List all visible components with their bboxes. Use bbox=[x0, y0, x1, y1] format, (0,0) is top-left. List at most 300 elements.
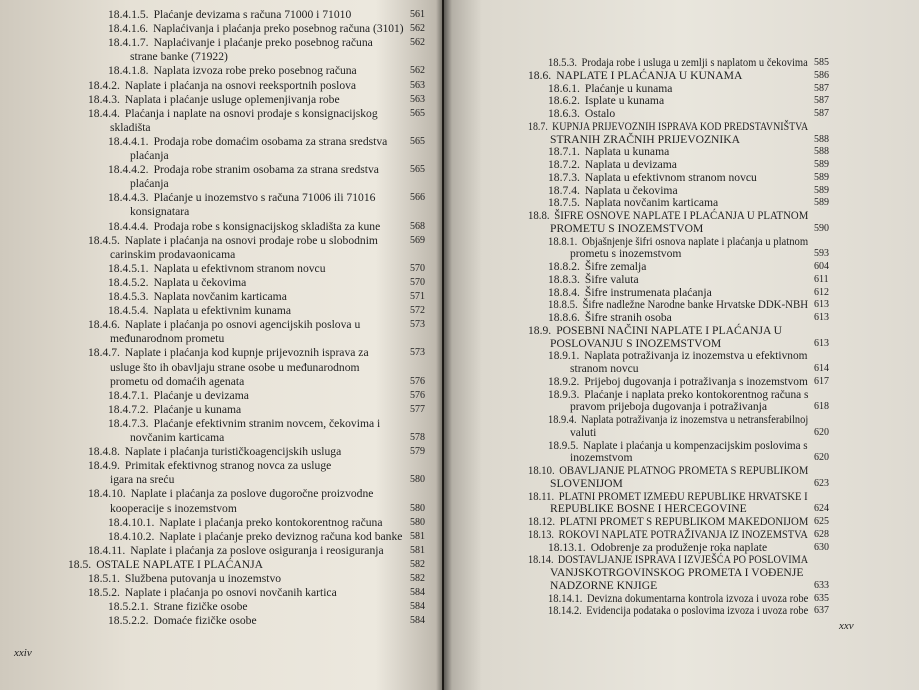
toc-entry-title: Naplate i plaćanje preko deviznog računa kod banke bbox=[159, 529, 403, 543]
toc-page-number: 611 bbox=[814, 273, 829, 285]
toc-entry-title: plaćanja bbox=[130, 177, 169, 191]
toc-page-number: 635 bbox=[814, 592, 829, 604]
left-page bbox=[0, 0, 442, 690]
toc-entry-number: 18.9.3. bbox=[548, 387, 580, 401]
toc-entry-title: Naplata potraživanja iz inozemstva u netransferabilnoj bbox=[581, 413, 809, 426]
toc-page-number: 577 bbox=[410, 403, 425, 415]
toc-entry-title: Šifre instrumenata plaćanja bbox=[584, 285, 712, 299]
toc-entry bbox=[108, 304, 291, 317]
toc-entry-title: Naplate i plaćanja po osnovi novčanih kartica bbox=[124, 586, 337, 600]
toc-entry bbox=[548, 349, 808, 362]
toc-entry bbox=[548, 184, 678, 197]
toc-entry bbox=[108, 36, 373, 49]
toc-entry-title: pravom prijeboja dugovanja i potraživanja bbox=[570, 400, 768, 414]
toc-entry-number: 18.4.5.4. bbox=[108, 304, 149, 318]
toc-entry-number: 18.13. bbox=[528, 527, 555, 541]
toc-entry bbox=[108, 403, 241, 416]
toc-entry bbox=[548, 298, 808, 311]
toc-page-number: 589 bbox=[814, 184, 829, 196]
toc-entry bbox=[548, 388, 808, 401]
toc-entry bbox=[528, 324, 782, 337]
toc-entry-title: Primitak efektivnog stranog novca za usluge bbox=[124, 459, 332, 473]
toc-entry bbox=[108, 8, 351, 21]
toc-entry-title: Naplate i plaćanja na osnovi prodaje robe u slobodnim bbox=[124, 233, 378, 247]
toc-entry-number: 18.4.1.6. bbox=[108, 22, 149, 36]
toc-entry-number: 18.7.2. bbox=[548, 158, 580, 171]
toc-entry bbox=[110, 361, 360, 374]
toc-entry bbox=[108, 163, 379, 176]
toc-entry-number: 18.8.1. bbox=[548, 234, 578, 248]
toc-entry-number: 18.4.4.1. bbox=[108, 134, 149, 148]
toc-entry-number: 18.4.4.2. bbox=[108, 163, 149, 177]
toc-entry-title: Naplata u čekovima bbox=[153, 275, 247, 289]
toc-entry bbox=[108, 262, 326, 275]
toc-page-number: 580 bbox=[410, 474, 425, 486]
toc-page-number: 563 bbox=[410, 79, 425, 91]
toc-entry bbox=[110, 473, 174, 486]
toc-entry-number: 18.6.3. bbox=[548, 107, 580, 120]
toc-entry-number: 18.4.4. bbox=[88, 106, 120, 120]
toc-entry-title: Naplate i plaćanja za poslove osiguranja i reosiguranja bbox=[130, 543, 384, 557]
toc-entry-title: NADZORNE KNJIGE bbox=[550, 578, 658, 592]
toc-entry-number: 18.4.7.2. bbox=[108, 402, 149, 416]
toc-entry bbox=[548, 413, 808, 426]
toc-entry-number: 18.9.5. bbox=[548, 438, 579, 452]
toc-entry bbox=[550, 477, 623, 490]
toc-entry-title: međunarodnom prometu bbox=[110, 332, 225, 346]
toc-page-number: 588 bbox=[814, 146, 829, 158]
toc-entry bbox=[108, 614, 257, 627]
toc-entry bbox=[548, 541, 767, 554]
toc-entry bbox=[88, 459, 331, 472]
toc-entry-title: Naplaćivanja i plaćanja preko posebnog računa (3101) bbox=[153, 22, 404, 36]
toc-entry bbox=[108, 135, 387, 148]
toc-entry bbox=[570, 451, 632, 464]
toc-page-number: 584 bbox=[410, 615, 425, 627]
toc-entry-title: usluge što ih obavljaju strane osobe u međunarodnom bbox=[110, 360, 360, 374]
toc-page-number: 572 bbox=[410, 305, 425, 317]
toc-entry-title: carinskim prodavaonicama bbox=[110, 247, 236, 261]
toc-page-number: 570 bbox=[410, 262, 425, 274]
toc-entry bbox=[88, 346, 369, 359]
toc-entry-title: Devizna dokumentarna kontrola izvoza i uvoza robe bbox=[586, 591, 809, 605]
toc-page-number: 620 bbox=[814, 426, 829, 438]
toc-page-number: 586 bbox=[814, 69, 829, 81]
toc-entry bbox=[548, 260, 646, 273]
toc-entry-number: 18.4.9. bbox=[88, 459, 120, 473]
toc-entry-number: 18.6. bbox=[528, 68, 552, 82]
toc-entry bbox=[550, 566, 803, 579]
toc-entry-title: POSLOVANJU S INOZEMSTVOM bbox=[550, 336, 722, 350]
toc-page-number: 589 bbox=[814, 171, 829, 183]
toc-entry-number: 18.4.4.4. bbox=[108, 219, 149, 233]
toc-entry bbox=[528, 120, 808, 133]
toc-entry-number: 18.4.5. bbox=[88, 233, 120, 247]
toc-page-number: 562 bbox=[410, 23, 425, 35]
toc-entry-number: 18.4.1.5. bbox=[108, 8, 149, 21]
toc-entry bbox=[108, 22, 404, 35]
toc-page-number: 578 bbox=[410, 432, 425, 443]
toc-entry-title: Naplata u kunama bbox=[584, 145, 670, 159]
toc-entry-number: 18.7.3. bbox=[548, 170, 580, 184]
toc-page-number: 587 bbox=[814, 95, 829, 107]
toc-entry-number: 18.5.2.2. bbox=[108, 614, 149, 628]
toc-page-number: 618 bbox=[814, 401, 829, 413]
toc-entry-number: 18.5.1. bbox=[88, 572, 120, 585]
toc-page-number: 612 bbox=[814, 286, 829, 298]
toc-entry-title: valuti bbox=[570, 425, 597, 439]
toc-page-number: 633 bbox=[814, 579, 829, 591]
toc-entry-number: 18.4.6. bbox=[88, 318, 120, 332]
toc-entry bbox=[130, 431, 224, 444]
toc-entry bbox=[108, 220, 380, 233]
toc-entry bbox=[88, 572, 281, 585]
toc-entry bbox=[528, 490, 808, 503]
toc-page-number: 580 bbox=[410, 502, 425, 514]
toc-entry-number: 18.8. bbox=[528, 209, 550, 222]
toc-page-number: 589 bbox=[814, 159, 829, 170]
toc-entry-number: 18.4.7.3. bbox=[108, 416, 149, 430]
toc-entry bbox=[550, 502, 747, 515]
toc-entry bbox=[110, 502, 237, 515]
toc-page-number: 579 bbox=[410, 446, 425, 458]
toc-page-number: 573 bbox=[410, 347, 425, 359]
toc-entry bbox=[88, 586, 337, 599]
toc-page-number: 565 bbox=[410, 135, 425, 147]
toc-entry-title: Šifre stranih osoba bbox=[584, 311, 672, 324]
toc-entry-number: 18.4.11. bbox=[88, 543, 126, 557]
toc-page-number: 569 bbox=[410, 234, 425, 246]
toc-entry bbox=[108, 417, 380, 430]
toc-entry-number: 18.5. bbox=[68, 557, 92, 571]
toc-entry-title: Ostalo bbox=[584, 107, 616, 120]
toc-entry bbox=[88, 93, 340, 106]
toc-entry-number: 18.7.1. bbox=[548, 145, 580, 159]
toc-page-number: 624 bbox=[814, 503, 829, 515]
toc-entry-number: 18.4.10. bbox=[88, 487, 126, 501]
toc-entry-number: 18.4.1.8. bbox=[108, 64, 149, 78]
toc-page-number: 587 bbox=[814, 108, 829, 119]
toc-page-number: 581 bbox=[410, 530, 425, 542]
toc-entry-number: 18.14.1. bbox=[548, 591, 583, 605]
toc-entry-title: Naplate i plaćanja na osnovi reeksportnih poslova bbox=[124, 78, 357, 92]
toc-entry bbox=[88, 234, 378, 247]
toc-entry bbox=[548, 375, 808, 388]
toc-entry-title: Šifre zemalja bbox=[584, 260, 647, 273]
toc-entry bbox=[88, 544, 384, 557]
toc-entry bbox=[88, 107, 378, 120]
toc-entry-title: PROMETU S INOZEMSTVOM bbox=[550, 221, 704, 235]
toc-page-number: 582 bbox=[410, 573, 425, 584]
toc-entry-title: Prijeboj dugovanja i potraživanja s inozemstvom bbox=[584, 374, 808, 388]
toc-entry-number: 18.11. bbox=[528, 489, 555, 503]
toc-entry-title: Plaćanje efektivnim stranim novcem, čekovima i bbox=[153, 416, 381, 430]
toc-entry-title: Plaćanje u kunama bbox=[584, 81, 673, 95]
toc-page-number: 581 bbox=[410, 544, 425, 556]
toc-entry-number: 18.4.8. bbox=[88, 445, 120, 459]
toc-entry-title: igara na sreću bbox=[110, 473, 175, 487]
toc-entry-title: Objašnjenje šifri osnova naplate i plaćanja u platnom bbox=[581, 234, 809, 248]
toc-entry-title: NAPLATE I PLAĆANJA U KUNAMA bbox=[556, 68, 743, 82]
toc-entry-number: 18.4.4.3. bbox=[108, 191, 149, 205]
toc-entry-title: Strane fizičke osobe bbox=[153, 600, 248, 614]
toc-entry-number: 18.9.4. bbox=[548, 413, 577, 426]
toc-entry bbox=[108, 530, 402, 543]
toc-entry bbox=[88, 79, 356, 92]
toc-entry bbox=[548, 286, 712, 299]
toc-entry bbox=[570, 362, 639, 375]
toc-entry-number: 18.12. bbox=[528, 515, 556, 528]
toc-entry-title: Plaćanje u devizama bbox=[153, 388, 249, 402]
toc-entry-number: 18.5.3. bbox=[548, 56, 577, 69]
toc-entry-title: prometu s inozemstvom bbox=[570, 247, 682, 261]
toc-entry-number: 18.4.1.7. bbox=[108, 36, 149, 50]
toc-entry-number: 18.4.5.1. bbox=[108, 261, 149, 275]
toc-entry bbox=[108, 64, 357, 77]
toc-entry-title: Naplate i plaćanja po osnovi agencijskih poslova u bbox=[124, 318, 361, 332]
toc-page-number: 625 bbox=[814, 516, 829, 527]
toc-entry bbox=[548, 145, 669, 158]
toc-entry-title: Naplata u efektivnom stranom novcu bbox=[584, 170, 757, 184]
toc-entry-number: 18.4.3. bbox=[88, 92, 120, 106]
toc-entry bbox=[570, 426, 596, 439]
toc-entry-title: Plaćanja i naplate na osnovi prodaje s konsignacijskog bbox=[124, 106, 378, 120]
toc-entry-title: Prodaja robe s konsignacijskog skladišta za kune bbox=[153, 219, 381, 233]
toc-entry-title: Plaćanje devizama s računa 71000 i 71010 bbox=[153, 8, 352, 21]
toc-entry-number: 18.9.1. bbox=[548, 349, 580, 363]
toc-entry-title: Šifre valuta bbox=[584, 272, 639, 286]
toc-entry bbox=[68, 558, 263, 571]
toc-page-number: 570 bbox=[410, 276, 425, 288]
toc-entry bbox=[548, 82, 672, 95]
toc-page-number: 588 bbox=[814, 133, 829, 145]
toc-entry-number: 18.4.7.1. bbox=[108, 388, 149, 402]
toc-page-number: 637 bbox=[814, 605, 829, 617]
toc-entry bbox=[550, 579, 657, 592]
toc-page-number: 562 bbox=[410, 37, 425, 49]
book-gutter bbox=[436, 0, 452, 690]
toc-entry-title: Naplate i plaćanja kod kupnje prijevoznih isprava za bbox=[124, 346, 369, 360]
toc-page-number: 620 bbox=[814, 452, 829, 464]
toc-entry bbox=[108, 600, 248, 613]
toc-entry-number: 18.8.5. bbox=[548, 298, 578, 312]
toc-entry bbox=[110, 248, 235, 261]
toc-entry bbox=[548, 604, 808, 617]
toc-entry-title: skladišta bbox=[110, 120, 151, 134]
toc-entry-number: 18.5.2.1. bbox=[108, 600, 149, 614]
toc-entry bbox=[130, 177, 169, 190]
toc-entry-number: 18.14.2. bbox=[548, 604, 582, 618]
toc-entry-title: Službena putovanja u inozemstvo bbox=[124, 572, 282, 585]
toc-entry-title: Naplate i plaćanja za poslove dugoročne proizvodne bbox=[130, 487, 374, 501]
toc-entry-title: Prodaja robe i usluga u zemlji s naplatom u čekovima bbox=[581, 56, 808, 69]
toc-entry bbox=[550, 133, 740, 146]
toc-page-number: 582 bbox=[410, 558, 425, 570]
toc-page-number: 593 bbox=[814, 248, 829, 260]
toc-entry-number: 18.4.5.2. bbox=[108, 275, 149, 289]
toc-entry bbox=[88, 445, 341, 458]
toc-entry bbox=[110, 332, 224, 345]
toc-entry-title: PLATNI PROMET IZMEĐU REPUBLIKE HRVATSKE I bbox=[558, 489, 808, 503]
toc-entry-number: 18.8.4. bbox=[548, 285, 580, 299]
toc-entry-title: plaćanja bbox=[130, 149, 169, 162]
toc-page-number: 617 bbox=[814, 375, 829, 387]
toc-page-number: 623 bbox=[814, 477, 829, 489]
toc-page-number: 566 bbox=[410, 192, 425, 204]
toc-entry-title: Plaćanje u kunama bbox=[153, 402, 242, 416]
toc-entry-title: DOSTAVLJANJE ISPRAVA I IZVJEŠĆA PO POSLOVIMA bbox=[557, 553, 809, 567]
toc-entry-number: 18.4.10.2. bbox=[108, 529, 155, 543]
toc-entry-title: Naplata u efektivnom stranom novcu bbox=[153, 261, 326, 275]
toc-entry-title: ŠIFRE OSNOVE NAPLATE I PLAĆANJA U PLATNOM bbox=[554, 209, 809, 222]
toc-entry bbox=[550, 222, 703, 235]
toc-entry-title: strane banke (71922) bbox=[130, 50, 228, 64]
toc-page-number: 585 bbox=[814, 57, 829, 68]
toc-entry bbox=[548, 158, 677, 171]
toc-entry bbox=[110, 121, 151, 134]
toc-page-number: 563 bbox=[410, 93, 425, 105]
toc-entry bbox=[528, 464, 808, 477]
right-page bbox=[444, 0, 919, 690]
toc-page-number: 584 bbox=[410, 587, 425, 599]
toc-entry-title: Naplata u devizama bbox=[584, 158, 677, 171]
toc-page-number: 580 bbox=[410, 516, 425, 528]
toc-entry-title: Plaćanje u inozemstvo s računa 71006 ili 71016 bbox=[153, 191, 376, 205]
toc-page-number: 573 bbox=[410, 319, 425, 331]
toc-entry-title: kooperacije s inozemstvom bbox=[110, 501, 237, 515]
toc-entry-title: inozemstvom bbox=[570, 451, 633, 465]
toc-entry bbox=[570, 247, 681, 260]
toc-entry-title: Isplate u kunama bbox=[584, 94, 665, 108]
toc-entry-title: Domaće fizičke osobe bbox=[153, 614, 257, 628]
toc-page-number: 576 bbox=[410, 375, 425, 387]
toc-entry-title: STRANIH ZRAČNIH PRIJEVOZNIKA bbox=[550, 132, 741, 146]
toc-entry-title: Plaćanje i naplata preko kontokorentnog računa s bbox=[584, 387, 809, 401]
toc-entry bbox=[88, 487, 373, 500]
toc-entry bbox=[108, 389, 249, 402]
toc-page-number: 613 bbox=[814, 299, 829, 311]
toc-entry-number: 18.8.6. bbox=[548, 311, 580, 324]
toc-entry-title: POSEBNI NAČINI NAPLATE I PLAĆANJA U bbox=[556, 323, 782, 337]
toc-entry-title: Naplata novčanim karticama bbox=[153, 290, 287, 303]
toc-entry-title: Naplata i plaćanje usluge oplemenjivanja robe bbox=[124, 92, 340, 106]
toc-entry-title: ROKOVI NAPLATE POTRAŽIVANJA IZ INOZEMSTVA bbox=[558, 527, 808, 541]
toc-entry bbox=[528, 69, 742, 82]
toc-entry bbox=[548, 235, 808, 248]
toc-entry bbox=[548, 196, 718, 209]
toc-entry bbox=[548, 439, 808, 452]
toc-page-number: 590 bbox=[814, 222, 829, 234]
toc-entry-title: Evidencija podataka o poslovima izvoza i uvoza robe bbox=[586, 604, 809, 618]
toc-entry bbox=[548, 311, 672, 324]
toc-entry-title: novčanim karticama bbox=[130, 431, 225, 444]
toc-entry bbox=[528, 528, 808, 541]
toc-entry-number: 18.6.2. bbox=[548, 94, 580, 108]
toc-entry-number: 18.10. bbox=[528, 464, 555, 477]
toc-entry bbox=[548, 171, 757, 184]
toc-entry bbox=[548, 107, 615, 120]
toc-entry-title: prometu od domaćih agenata bbox=[110, 374, 245, 388]
toc-entry bbox=[108, 276, 246, 289]
toc-entry-number: 18.14. bbox=[528, 553, 554, 567]
left-folio: xxiv bbox=[14, 647, 32, 659]
toc-entry-number: 18.9.2. bbox=[548, 374, 580, 388]
toc-entry-number: 18.7. bbox=[528, 119, 548, 133]
toc-entry-number: 18.13.1. bbox=[548, 540, 586, 554]
toc-entry-title: Naplata novčanim karticama bbox=[584, 196, 719, 210]
toc-entry-number: 18.6.1. bbox=[548, 81, 580, 95]
toc-entry bbox=[548, 56, 808, 69]
toc-entry bbox=[528, 515, 808, 528]
toc-entry-title: REPUBLIKE BOSNE I HERCEGOVINE bbox=[550, 502, 747, 516]
toc-entry-number: 18.5.2. bbox=[88, 586, 120, 600]
toc-entry bbox=[548, 94, 664, 107]
toc-entry-title: Naplata izvoza robe preko posebnog računa bbox=[153, 64, 357, 78]
toc-entry-title: konsignatara bbox=[130, 205, 190, 219]
toc-entry-number: 18.4.10.1. bbox=[108, 515, 155, 529]
toc-entry bbox=[528, 553, 808, 566]
toc-page-number: 561 bbox=[410, 9, 425, 20]
toc-entry-title: OBAVLJANJE PLATNOG PROMETA S REPUBLIKOM bbox=[559, 464, 809, 477]
toc-entry-title: Naplate i plaćanja turističkoagencijskih usluga bbox=[124, 445, 342, 459]
toc-entry bbox=[548, 273, 639, 286]
toc-entry-title: Naplata u čekovima bbox=[584, 183, 678, 197]
toc-entry-title: SLOVENIJOM bbox=[550, 476, 623, 490]
toc-page-number: 604 bbox=[814, 261, 829, 272]
toc-entry-number: 18.4.5.3. bbox=[108, 290, 149, 303]
toc-page-number: 587 bbox=[814, 82, 829, 94]
toc-entry-number: 18.9. bbox=[528, 323, 552, 337]
toc-page-number: 571 bbox=[410, 291, 425, 302]
toc-page-number: 628 bbox=[814, 528, 829, 540]
toc-page-number: 568 bbox=[410, 220, 425, 232]
toc-entry-title: Naplata u efektivnim kunama bbox=[153, 304, 292, 318]
toc-page-number: 613 bbox=[814, 337, 829, 349]
toc-page-number: 630 bbox=[814, 541, 829, 553]
toc-entry bbox=[108, 290, 287, 303]
toc-entry-title: Naplate i plaćanja preko kontokorentnog računa bbox=[159, 515, 383, 529]
toc-page-number: 614 bbox=[814, 363, 829, 374]
toc-entry-number: 18.4.7. bbox=[88, 346, 120, 360]
toc-entry-title: OSTALE NAPLATE I PLAĆANJA bbox=[96, 557, 264, 571]
toc-page-number: 565 bbox=[410, 164, 425, 176]
toc-entry-title: Šifre nadležne Narodne banke Hrvatske DDK-NBH bbox=[582, 298, 809, 312]
toc-entry bbox=[88, 318, 360, 331]
toc-entry bbox=[130, 50, 228, 63]
toc-entry bbox=[130, 149, 169, 162]
toc-page-number: 584 bbox=[410, 601, 425, 613]
toc-entry-number: 18.7.4. bbox=[548, 183, 580, 197]
toc-page-number: 589 bbox=[814, 197, 829, 209]
toc-entry-title: stranom novcu bbox=[570, 362, 639, 375]
toc-entry bbox=[548, 592, 808, 605]
toc-entry-title: Prodaja robe stranim osobama za strana sredstva bbox=[153, 163, 379, 177]
toc-entry-title: Naplata potraživanja iz inozemstva u efektivnom bbox=[584, 349, 808, 363]
toc-entry bbox=[110, 375, 244, 388]
toc-entry-title: Naplaćivanje i plaćanje preko posebnog računa bbox=[153, 36, 373, 50]
toc-page-number: 576 bbox=[410, 389, 425, 401]
toc-entry bbox=[570, 400, 767, 413]
toc-page-number: 562 bbox=[410, 65, 425, 77]
toc-entry-title: PLATNI PROMET S REPUBLIKOM MAKEDONIJOM bbox=[559, 515, 809, 528]
toc-page-number: 565 bbox=[410, 107, 425, 119]
toc-entry bbox=[108, 516, 382, 529]
toc-entry-title: VANJSKOTRGOVINSKOG PROMETA I VOĐENJE bbox=[550, 566, 804, 579]
toc-entry bbox=[550, 337, 721, 350]
toc-entry-title: Naplate i plaćanja u kompenzacijskim poslovima s bbox=[583, 438, 808, 452]
toc-entry-number: 18.4.2. bbox=[88, 78, 120, 92]
toc-entry-number: 18.8.2. bbox=[548, 260, 580, 273]
